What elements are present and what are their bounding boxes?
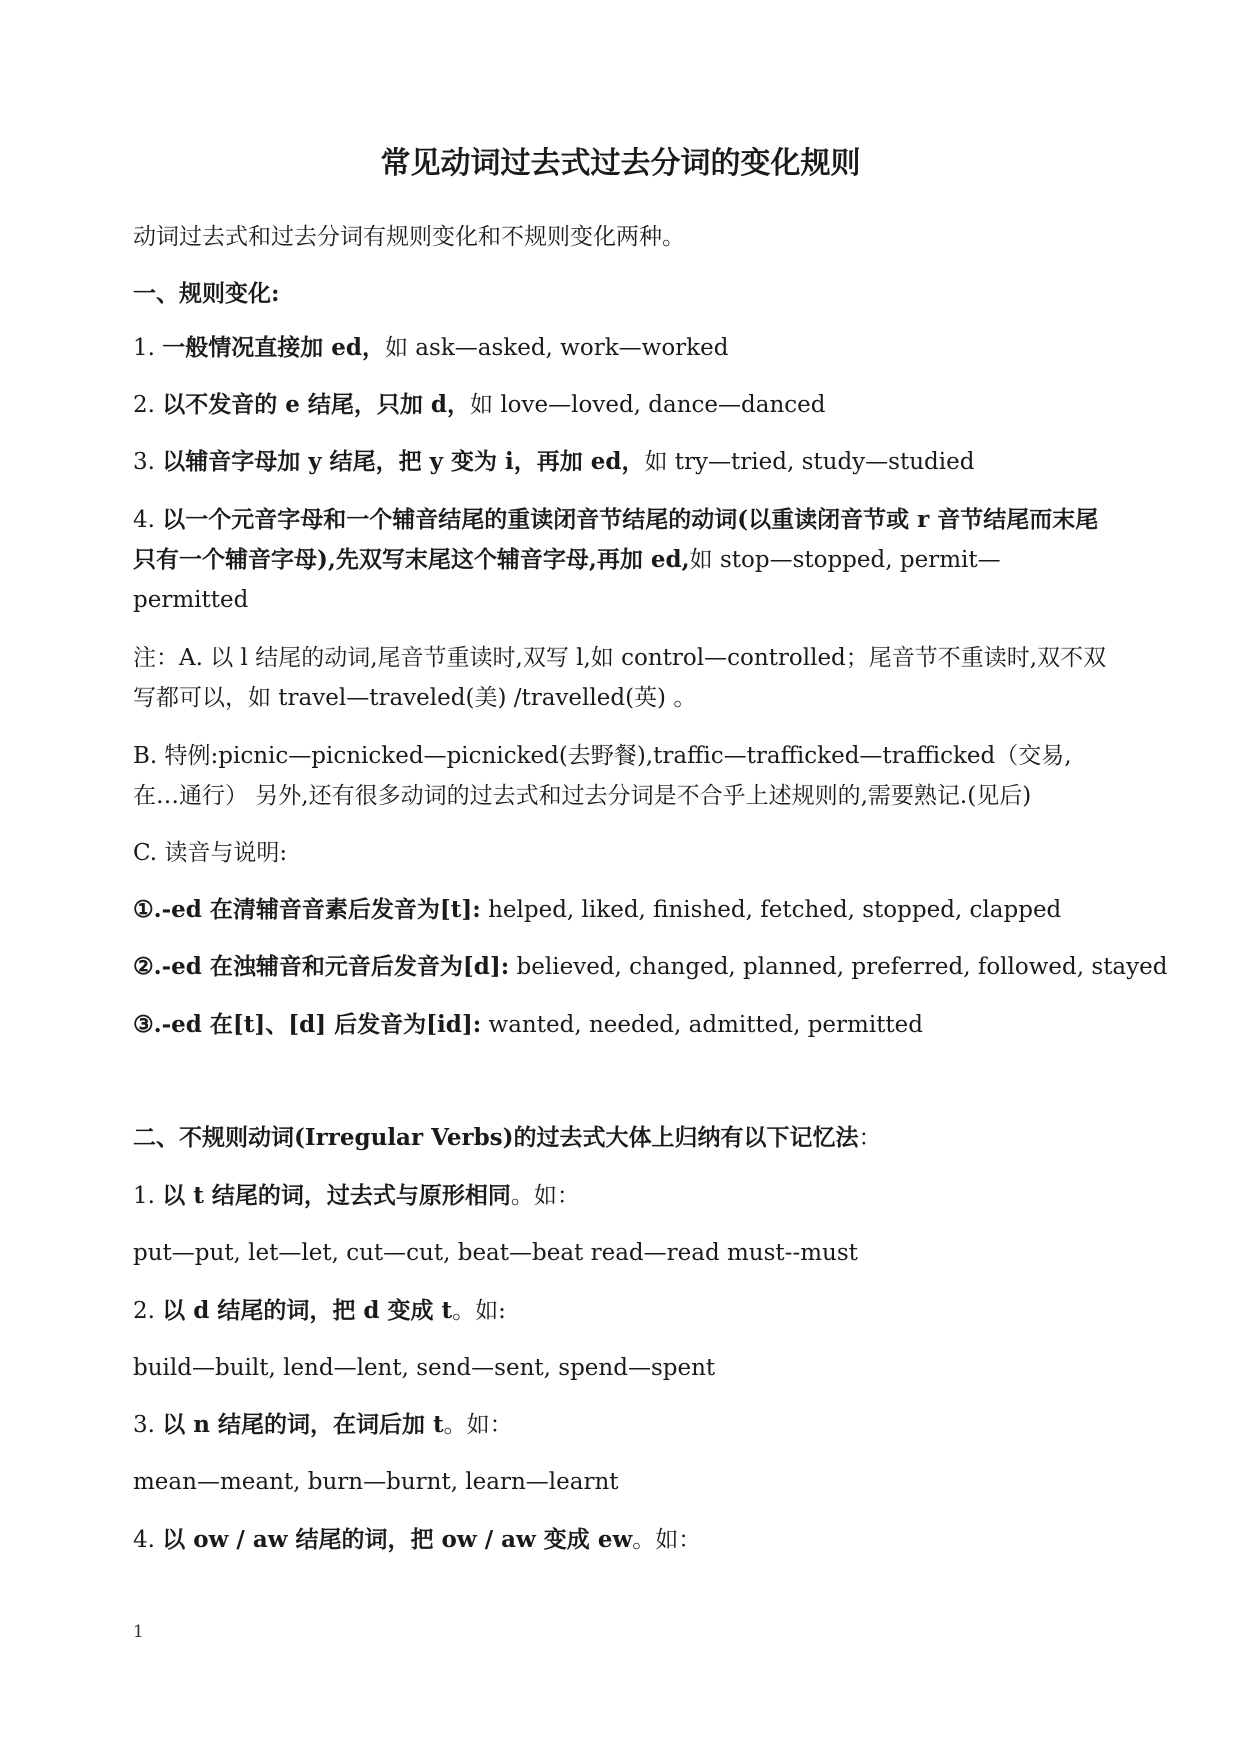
- rule-example: 如 try—tried, study—studied: [644, 449, 975, 475]
- rule-text: 以不发音的 e 结尾，只加 d，: [162, 391, 471, 418]
- rule-number: 4.: [133, 1527, 163, 1553]
- rule-number: 4.: [133, 507, 163, 533]
- page-title: 常见动词过去式过去分词的变化规则: [380, 146, 861, 181]
- irregular-rule-4: [133, 1520, 1108, 1560]
- section-heading-text: 二、不规则动词(Irregular Verbs)的过去式大体上归纳有以下记忆法: [133, 1124, 859, 1151]
- irregular-example-3: mean—meant, burn—burnt, learn—learnt: [133, 1469, 619, 1495]
- section-1-heading: [133, 274, 1108, 314]
- irregular-rule-1: [133, 1176, 1108, 1216]
- heading-colon: ：: [858, 1125, 882, 1151]
- irregular-rule-3: [133, 1405, 1108, 1445]
- rule-number: 2.: [133, 1298, 163, 1324]
- rule-suffix: 。如：: [632, 1527, 702, 1553]
- rule-text: ②.-ed 在浊辅音和元音后发音为[d]:: [133, 953, 510, 980]
- rule-text: 以 t 结尾的词，过去式与原形相同: [162, 1182, 511, 1209]
- rule-suffix: 。如：: [443, 1412, 513, 1438]
- note-b: B. 特例:picnic—picnicked—picnicked(去野餐),traffic—trafficked—trafficked（交易,在…通行） 另外,还有很多动词的过去式和过去分词是不合乎上述规则的,需要熟记.(见后): [133, 743, 1072, 809]
- page-number: 1: [133, 1622, 144, 1642]
- pronunciation-rule-1: [133, 890, 1108, 930]
- rule-text: 以辅音字母加 y 结尾，把 y 变为 i，再加 ed，: [162, 448, 645, 475]
- rule-number: 1.: [133, 335, 163, 361]
- regular-rule-1: [133, 328, 1108, 368]
- irregular-rule-2: [133, 1291, 1108, 1331]
- rule-text: 一般情况直接加 ed，: [162, 334, 385, 361]
- rule-example: 如 love—loved, dance—danced: [470, 392, 826, 418]
- pronunciation-rule-3: [133, 1005, 1108, 1045]
- rule-text: ③.-ed 在[t]、[d] 后发音为[id]:: [133, 1011, 482, 1038]
- intro-paragraph: 动词过去式和过去分词有规则变化和不规则变化两种。: [133, 224, 685, 250]
- section-heading-text: 一、规则变化:: [133, 280, 280, 307]
- rule-number: 3.: [133, 449, 163, 475]
- rule-text: 以一个元音字母和一个辅音结尾的重读闭音节结尾的动词(以重读闭音节或 r 音节结尾而末尾只有一个辅音字母),先双写末尾这个辅音字母,再加 ed,: [133, 506, 1099, 573]
- regular-rule-2: [133, 385, 1108, 425]
- irregular-example-1: put—put, let—let, cut—cut, beat—beat read—read must--must: [133, 1240, 858, 1266]
- rule-suffix: 。如:: [452, 1298, 506, 1324]
- rule-number: 3.: [133, 1412, 163, 1438]
- note-c: C. 读音与说明:: [133, 840, 288, 866]
- regular-rule-3: [133, 442, 1108, 482]
- rule-text: 以 ow / aw 结尾的词，把 ow / aw 变成 ew: [162, 1526, 633, 1553]
- rule-example: believed, changed, planned, preferred, followed, stayed: [509, 954, 1168, 980]
- rule-number: 2.: [133, 392, 163, 418]
- rule-example: wanted, needed, admitted, permitted: [481, 1012, 924, 1038]
- pronunciation-rule-2: [133, 947, 1168, 987]
- rule-text: 以 d 结尾的词，把 d 变成 t: [162, 1297, 453, 1324]
- note-a: 注：A. 以 l 结尾的动词,尾音节重读时,双写 l,如 control—controlled；尾音节不重读时,双不双写都可以，如 travel—traveled(美) /travelled(英) 。: [133, 645, 1107, 711]
- irregular-example-2: build—built, lend—lent, send—sent, spend—spent: [133, 1355, 716, 1381]
- rule-example: 如 ask—asked, work—worked: [385, 335, 729, 361]
- rule-suffix: 。如：: [510, 1183, 580, 1209]
- rule-number: 1.: [133, 1183, 163, 1209]
- rule-text: 以 n 结尾的词，在词后加 t: [162, 1411, 444, 1438]
- rule-example: helped, liked, finished, fetched, stopped, clapped: [480, 897, 1062, 923]
- regular-rule-4: [133, 500, 1108, 620]
- rule-example: 如 stop—stopped, permit—permitted: [133, 547, 1001, 613]
- section-2-heading: [133, 1118, 1108, 1158]
- rule-text: ①.-ed 在清辅音音素后发音为[t]:: [133, 896, 481, 923]
